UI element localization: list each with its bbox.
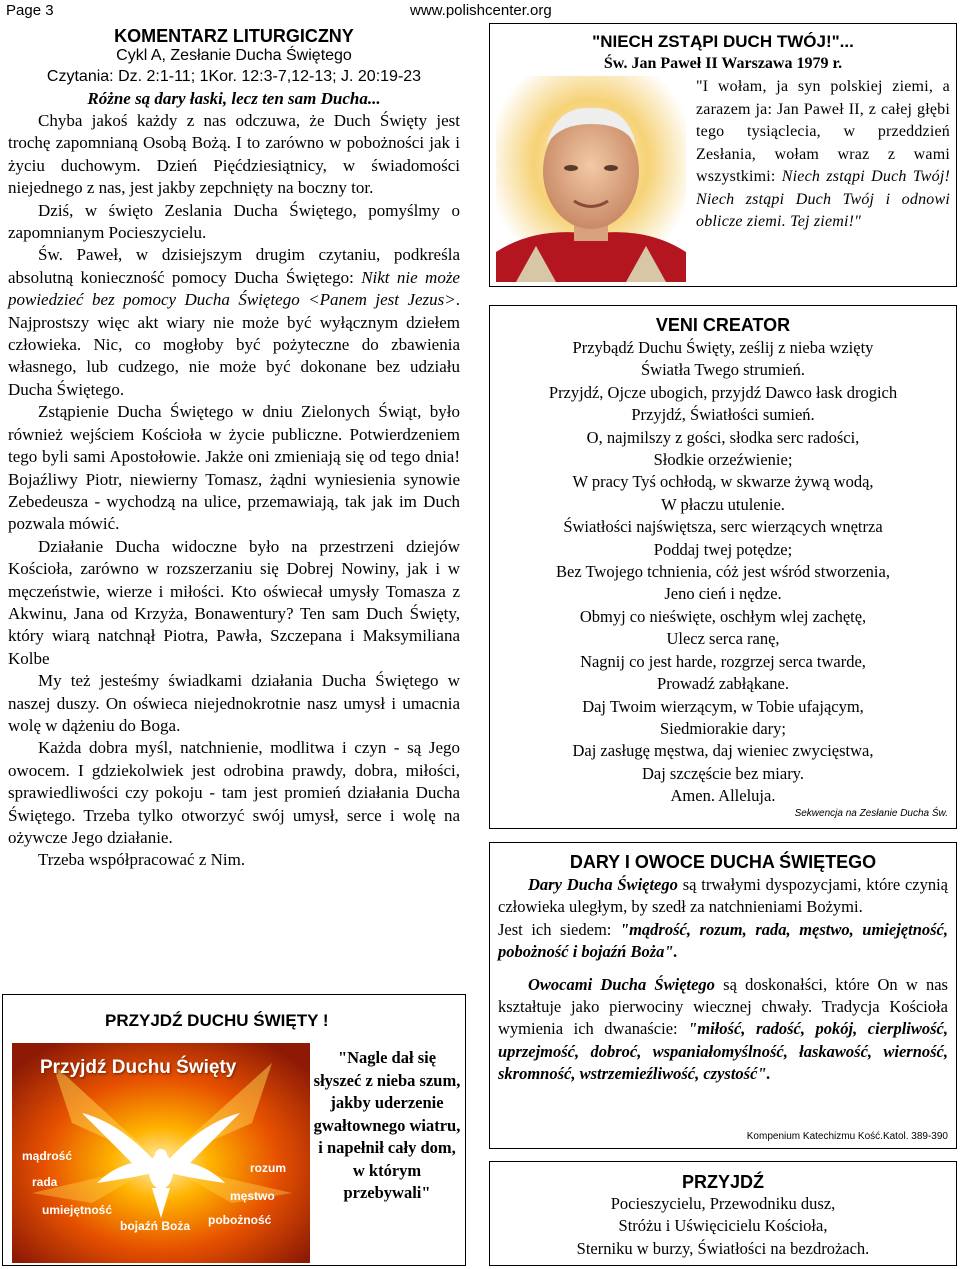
verse-line: W płaczu utulenie.	[661, 494, 785, 514]
commentary-paragraph: Trzeba współpracować z Nim.	[38, 850, 246, 870]
commentary-paragraph: Działanie Ducha widoczne było na przestrzeni dziejów Kościoła, zarówno w rozszerzaniu się Dobrej Nowiny, jak i w męczeństwie, wierze i miłości. Kto oświecał umysły Tomasza z Akwinu, Jana od Krzyża, Bonawentury? Ten sam Duch Święty, który wiarą natchnął Piotra, Pawła, Szczepana i Maksymiliana Kolbe	[8, 536, 460, 668]
verse-line: Sterniku w burzy, Światłości na bezdrożach.	[576, 1238, 870, 1258]
commentary-paragraph	[8, 244, 460, 401]
verse-line: O, najmilszy z gości, słodka serc radości,	[586, 427, 860, 447]
gifts-fruits-source: Kompenium Katechizmu Kość.Katol. 389-390	[746, 1131, 948, 1142]
commentary-paragraph: Dziś, w święto Zeslania Ducha Świętego, pomyślmy o zapomnianym Pocieszycielu.	[8, 200, 460, 243]
gifts-paragraph	[498, 919, 948, 964]
holy-spirit-box	[2, 994, 466, 1266]
come-prayer-title: PRZYJDŹ	[681, 1172, 764, 1192]
gifts-fruits-text	[498, 874, 948, 1086]
fruits-lead: Owocami Ducha Świętego	[528, 974, 715, 994]
verse-line: Daj Twoim wierzącym, w Tobie ufającym,	[582, 696, 864, 716]
verse-line: Bez Twojego tchnienia, cóż jest wśród stworzenia,	[556, 562, 890, 582]
gifts-lead: Dary Ducha Świętego	[528, 875, 678, 894]
commentary-paragraph: Każda dobra myśl, natchnienie, modlitwa i czyn - są Jego owocem. I gdziekolwiek jest odrobina prawdy, dobra, miłości, sprawiedliwości czy pokoju - tam jest promień działania Ducha Świętego. Trzeba tylko otworzyć swój umysł, serce i wolę na ożywcze Jego działanie.	[8, 738, 460, 847]
commentary-paragraph: Chyba jakoś każdy z nas odczuwa, że Duch Święty jest trochę zapomnianą Osobą Bożą. I to zarówno w pobożności jak i życiu duchowym. Dzień Pięćdziesiątnicy, w świadomości niejednego z nas, jest jakby zepchnięty na boczny tor.	[8, 111, 460, 198]
verse-line: W pracy Tyś ochłodą, w skwarze żywą wodą,	[572, 472, 874, 492]
commentary-subtitle: Różne są dary łaski, lecz ten sam Ducha...	[87, 89, 381, 108]
gift-word: rozum	[250, 1161, 286, 1175]
verse-line: Nagnij co jest harde, rozgrzej serca twarde,	[580, 651, 866, 671]
verse-line: Stróżu i Uświęcicielu Kościoła,	[618, 1216, 828, 1236]
pope-quote-box	[489, 23, 957, 287]
gifts-list: "mądrość, rozum, rada, męstwo, umiejętność, pobożność i bojaźń Boża".	[498, 919, 949, 962]
fruits-paragraph	[498, 974, 948, 1086]
holy-spirit-image-title: Przyjdź Duchu Święty	[40, 1057, 237, 1078]
verse-line: Prowadź zabłąkane.	[657, 674, 789, 694]
gift-word: mądrość	[22, 1149, 73, 1163]
holy-spirit-title: PRZYJDŹ DUCHU ŚWIĘTY !	[105, 1011, 329, 1030]
gift-word: rada	[32, 1175, 58, 1189]
gifts-fruits-title: DARY I OWOCE DUCHA ŚWIĘTEGO	[569, 852, 877, 872]
verse-line: Ulecz serca ranę,	[666, 629, 780, 649]
verse-line: Daj szczęście bez miary.	[641, 763, 804, 783]
holy-spirit-image	[12, 1043, 310, 1263]
commentary-paragraph: My też jesteśmy świadkami działania Ducha Świętego w naszej duszy. On oświeca niejednokrotnie nasz umysł i umacnia wolę w dążeniu do Boga.	[8, 671, 460, 735]
gift-word: pobożność	[208, 1213, 272, 1227]
pope-portrait	[496, 76, 686, 282]
page-number: Page 3	[6, 2, 54, 19]
verse-line: Przyjdź, Światłości sumień.	[631, 405, 815, 425]
verse-line: Daj zasługę męstwa, daj wieniec zwycięstwa,	[572, 741, 874, 761]
commentary-title: KOMENTARZ LITURGICZNY	[114, 26, 354, 46]
fruits-list: "miłość, radość, pokój, cierpliwość, uprzejmość, dobroć, wspaniałomyślność, łaskawość, wierność, skromność, wstrzemieźliwość, czystość".	[498, 1019, 948, 1084]
pope-quote-text	[696, 76, 950, 234]
verse-line: Siedmiorakie dary;	[659, 718, 786, 738]
verse-line: Słodkie orzeźwienie;	[653, 450, 793, 470]
verse-line: Jeno cień i nędze.	[664, 584, 782, 604]
pope-quote-title: "NIECH ZSTĄPI DUCH TWÓJ!"...	[592, 32, 854, 51]
text-run: Jest ich siedem:	[498, 919, 620, 939]
verse-line: Pocieszycielu, Przewodniku dusz,	[610, 1194, 836, 1213]
veni-creator-source: Sekwencja na Zesłanie Ducha Św.	[794, 808, 948, 819]
text-run: są doskonałści, które On w nas kształtuje jako pierwociny wiecznej chwały. Tradycja Kościoła wymienia ich dwanaście:	[498, 974, 948, 1039]
verse-line: Obmyj co nieświęte, oschłym wlej zachętę,	[579, 606, 867, 626]
commentary-readings: Czytania: Dz. 2:1-11; 1Kor. 12:3-7,12-13; J. 20:19-23	[46, 68, 422, 85]
text-run: . Najprostszy więc akt wiary nie może być wyłącznym dziełem człowieka. Nic, co mogłoby być pożyteczne do zbawienia własnego, lub cudzego, nie może być dokonane bez udziału Ducha Świętego.	[8, 290, 460, 399]
gift-word: męstwo	[230, 1189, 275, 1203]
pentecost-quote: "Nagle dał się słyszeć z nieba szum, jakby uderzenie gwałtownego wiatru, i napełnił cały dom, w którym przebywali"	[313, 1048, 461, 1202]
veni-creator-title: VENI CREATOR	[655, 315, 791, 335]
verse-line: Światła Twego strumień.	[641, 360, 805, 380]
text-run: są trwałymi dyspozycjami, które czynią człowieka uległym, by szedł za natchnieniami Bożymi.	[498, 875, 949, 917]
come-prayer-lines	[490, 1193, 956, 1260]
text-run: "I wołam, ja syn polskiej ziemi, a zarazem ja: Jan Paweł II, z całej głębi tego tysiąclecia, w przeddzień Zesłania, wołam wraz z wami wszystkimi:	[696, 78, 950, 185]
pope-quote-source: Św. Jan Paweł II Warszawa 1979 r.	[603, 55, 843, 72]
pope-quote-italic: Niech zstąpi Duch Twój! Niech zstąpi Duch Twój i odnowi oblicze ziemi. Tej ziemi!"	[696, 168, 950, 230]
commentary-section	[8, 26, 460, 872]
text-run: Św. Paweł, w dzisiejszym drugim czytaniu, podkreśla absolutną konieczność pomocy Ducha Świętego:	[8, 245, 460, 287]
commentary-cycle: Cykl A, Zesłanie Ducha Świętego	[116, 47, 352, 64]
site-url[interactable]: www.polishcenter.org	[410, 2, 552, 19]
veni-creator-lines	[490, 337, 956, 808]
gifts-fruits-box	[489, 842, 957, 1149]
gifts-paragraph	[498, 874, 948, 919]
gift-word: umiejętność	[42, 1203, 113, 1217]
come-prayer-box	[489, 1161, 957, 1266]
verse-line: Przybądź Duchu Święty, ześlij z nieba wzięty	[572, 338, 874, 357]
gift-word: bojaźń Boża	[120, 1219, 191, 1233]
commentary-paragraph: Zstąpienie Ducha Świętego w dniu Zielonych Świąt, było również wejściem Kościoła w życie publiczne. Potwierdzeniem tego byli sami Apostołowie. Jakże oni zmieniają się od tego dnia! Bojaźliwy Piotr, niewierny Tomasz, żądni wyniesienia synowie Zebedeusza - wychodzą na ulice, przemawiają, tak jak im Duch pozwala mówić.	[8, 402, 460, 534]
verse-line: Amen. Alleluja.	[670, 786, 776, 806]
verse-line: Poddaj twej potędze;	[653, 539, 793, 559]
scripture-quote: Nikt nie może powiedzieć bez pomocy Ducha Świętego <Panem jest Jezus>	[8, 267, 460, 310]
veni-creator-box	[489, 305, 957, 829]
verse-line: Przyjdź, Ojcze ubogich, przyjdź Dawco łask drogich	[548, 382, 898, 402]
verse-line: Światłości najświętsza, serc wierzących wnętrza	[563, 517, 883, 537]
